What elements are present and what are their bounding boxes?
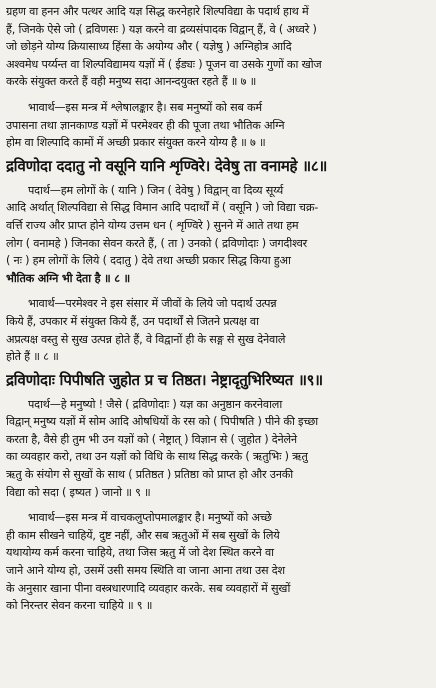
text-line: अप्रत्यक्ष वस्तु से सुख उत्पन्न होते हैं, वे विद्वानों ही के सङ्ग से सुख देनेवाले — [6, 332, 286, 346]
text-line: होते हैं ॥ ८ ॥ — [6, 350, 59, 364]
text-line: भौतिक अग्नि भी देता है ॥ ८ ॥ — [6, 271, 131, 285]
text-line: किये हैं, उपकार में संयुक्त किये हैं, उन पदार्थों से जितने प्रत्यक्ष वा — [6, 314, 259, 328]
text-line: ही काम सीखने चाहियें, दुष्ट नहीं, और सब ऋतुओं में सब सुखों के लिये — [6, 528, 280, 542]
text-line: यथायोग्य कर्म करना चाहिये, तथा जिस ऋतु में जो देश स्थित करने वा — [6, 546, 274, 560]
text-line: ग्रहण वा हनन और पत्थर आदि यज्ञ सिद्ध करनेहारे शिल्पविद्या के पदार्थ हाथ में — [6, 5, 309, 18]
bhavarth-line: भावार्थ—परमेश्वर ने इस संसार में जीवों के लिये जो पदार्थ उत्पन्न — [28, 297, 277, 311]
text-line: का व्यवहार करो, तथा उन यज्ञों को विधि के साथ सिद्ध करके ( ऋतुभिः ) ऋतु — [6, 450, 308, 464]
bhavarth-line: भावार्थ—इस मन्त्र में वाचकलुप्तोपमालङ्कार है। मनुष्यों को अच्छे — [28, 511, 272, 525]
text-line: विद्वान् मनुष्य यज्ञों में सोम आदि ओषधियों के रस को ( पिपीषति ) पीने की इच्छा — [6, 415, 319, 429]
text-line: जाने आने योग्य हो, उसमें उसी समय स्थिति वा जाना आना तथा उस देश — [6, 564, 285, 578]
text-line: ( नः ) हम लोगों के लिये ( ददातु ) देवे तथा अच्छी प्रकार सिद्ध किया हुआ — [6, 254, 291, 268]
text-line: ऋतु के संयोग से सुखों के साथ ( प्रतिष्ठत ) प्रतिष्ठा को प्राप्त हो और उनकी — [6, 468, 294, 482]
text-line: को निरन्तर सेवन करना चाहिये ॥ ९ ॥ — [6, 599, 153, 613]
text-line: होम वा शिल्पादि कामों में अच्छी प्रकार संयुक्त करने योग्य है ॥ ७ ॥ — [6, 136, 266, 150]
padarth-line: पदार्थ—हम लोगों के ( यानि ) जिन ( देवेषु ) विद्वान् वा दिव्य सूर्य्य — [28, 183, 284, 197]
text-line: उपासना तथा ज्ञानकाण्ड यज्ञों में परमेश्वर ही की पूजा तथा भौतिक अग्नि — [6, 118, 285, 132]
text-line: करके संयुक्त करते हैं वही मनुष्य सदा आनन्दयुक्त रहते हैं ॥ ७ ॥ — [6, 75, 257, 89]
text-line: आदि अर्थात् शिल्पविद्या से सिद्ध विमान आदि पदार्थों में ( वसूनि ) जो विद्या चक्र- — [6, 201, 319, 215]
mantra-verse-8: द्रविणोदा ददातु नो वसूनि यानि शृण्विरे। देवेषु ता वनामहे ॥८॥ — [6, 156, 328, 175]
bhavarth-line: भावार्थ—इस मन्त्र में श्लेषालङ्कार है। सब मनुष्यों को सब कर्म — [28, 100, 262, 114]
padarth-line: पदार्थ—हे मनुष्यो ! जैसे ( द्रविणोदाः ) यज्ञ का अनुष्ठान करनेवाला — [28, 397, 283, 411]
text-line: के अनुसार खाना पीना वस्त्रधारणादि व्यवहार करके. सब व्यवहारों में सुखों — [6, 581, 291, 595]
mantra-verse-9: द्रविणोदाः पिपीषति जुहोत प्र च तिष्ठत। नेष्ट्रादृतुभिरिष्यत ॥९॥ — [6, 370, 323, 389]
text-line: हैं, जिनके ऐसे जो ( द्रविणसः ) यज्ञ करने वा द्रव्यसंपादक विद्वान् हैं, वे ( अध्वरे ) — [6, 22, 317, 36]
text-line: अश्वमेध पर्य्यन्त वा शिल्पविद्यामय यज्ञों में ( ईड्यः ) पूजन वा उसके गुणों का खोज — [6, 57, 322, 71]
text-line: वर्त्ति राज्य और प्राप्त होने योग्य उत्तम धन ( शृण्विरे ) सुनने में आते तथा हम — [6, 218, 299, 232]
text-line: विद्या को सदा ( इष्यत ) जानो ॥ ९ ॥ — [6, 485, 151, 499]
text-line: करता है, वैसे ही तुम भी उन यज्ञों को ( नेष्ट्रात् ) विज्ञान से ( जुहोत ) देनेलेने — [6, 432, 297, 446]
text-line: जो छोड़ने योग्य क्रियासाध्य हिंसा के अयोग्य और ( यज्ञेषु ) अग्निहोत्र आदि — [6, 40, 292, 54]
text-line: लोग ( वनामहे ) जिनका सेवन करते हैं, ( ता ) उनको ( द्रविणोदाः ) जगदीश्वर — [6, 236, 308, 250]
